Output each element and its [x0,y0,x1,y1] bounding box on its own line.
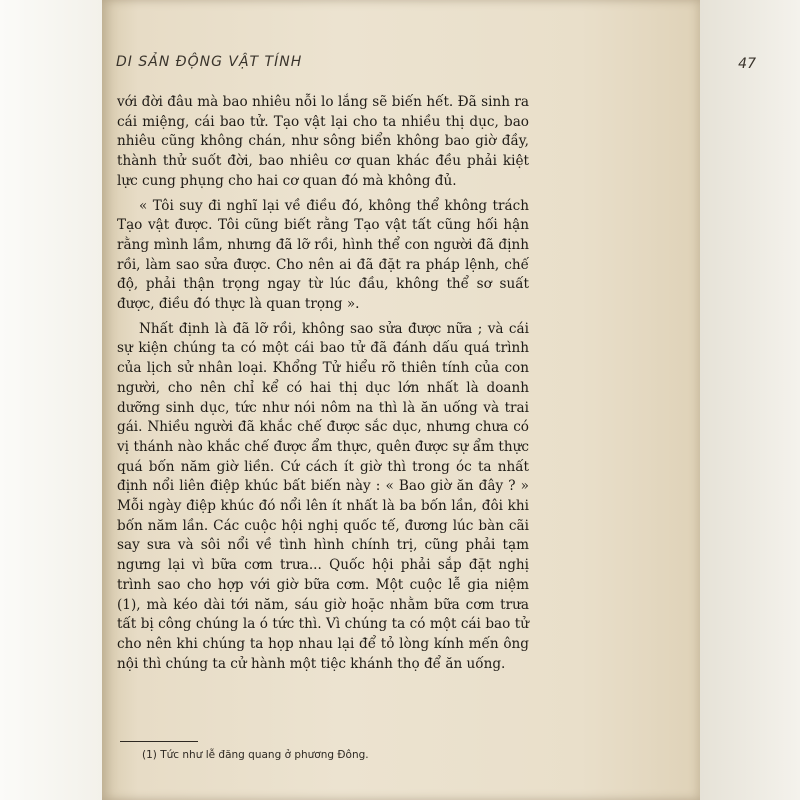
footnote: (1) Tức như lễ đăng quang ở phương Đông. [142,749,369,761]
paragraph-1: với đời đâu mà bao nhiêu nỗi lo lắng sẽ biến hết. Đã sinh ra cái miệng, cái bao tử. Tạo vật lại cho ta nhiều thị dục, bao nhiêu cũng không chán, như sông biển không bao giờ đầy, thành thử suốt đời, bao nhiêu cơ quan khác đều phải kiệt lực cung phụng cho hai cơ quan đó mà không đủ. [117,94,529,189]
body-text [117,93,529,674]
page-number: 47 [738,56,756,72]
left-background [0,0,102,800]
paragraph-3: Nhất định là đã lỡ rồi, không sao sửa được nữa ; và cái sự kiện chúng ta có một cái bao tử đã đánh dấu quá trình của lịch sử nhân loại. Khổng Tử hiểu rõ thiên tính của con người, cho nên chỉ kể có hai thị dục lớn nhất là doanh dưỡng sinh dục, tức như nói nôm na thì là ăn uống và trai gái. Nhiều người đã khắc chế được sắc dục, nhưng chưa có vị thánh nào khắc chế được ẩm thực, quên được sự ẩm thực quá bốn năm giờ liền. Cứ cách ít giờ thì trong óc ta nhất định nổi liên điệp khúc bất biến này : « Bao giờ ăn đây ? » Mỗi ngày điệp khúc đó nổi lên ít nhất là ba bốn lần, đôi khi bốn năm lần. Các cuộc hội nghị quốc tế, đương lúc bàn cãi say sưa và sôi nổi về tình hình chính trị, cũng phải tạm ngưng lại vì bữa cơm trưa... Quốc hội phải sắp đặt nghị trình sao cho hợp với giờ bữa cơm. Một cuộc lễ gia niệm (1), mà kéo dài tới năm, sáu giờ hoặc nhằm bữa cơm trưa tất bị công chúng la ó tức thì. Vì chúng ta có một cái bao tử cho nên khi chúng ta họp nhau lại để tỏ lòng kính mến ông nội thì chúng ta cử hành một tiệc khánh thọ để ăn uống. [117,320,529,672]
right-background [700,0,800,800]
paragraph-2: « Tôi suy đi nghĩ lại về điều đó, không thể không trách Tạo vật được. Tôi cũng biết rằng Tạo vật tất cũng hối hận rằng mình lầm, nhưng đã lỡ rồi, hình thể con người đã định rồi, làm sao sửa được. Cho nên ai đã đặt ra pháp lệnh, chế độ, phải thận trọng ngay từ lúc đầu, không thể sơ suất được, điều đó thực là quan trọng ». [117,197,529,313]
footnote-rule [120,741,198,742]
running-title: DI SẢN ĐỘNG VẬT TÍNH [116,54,303,70]
